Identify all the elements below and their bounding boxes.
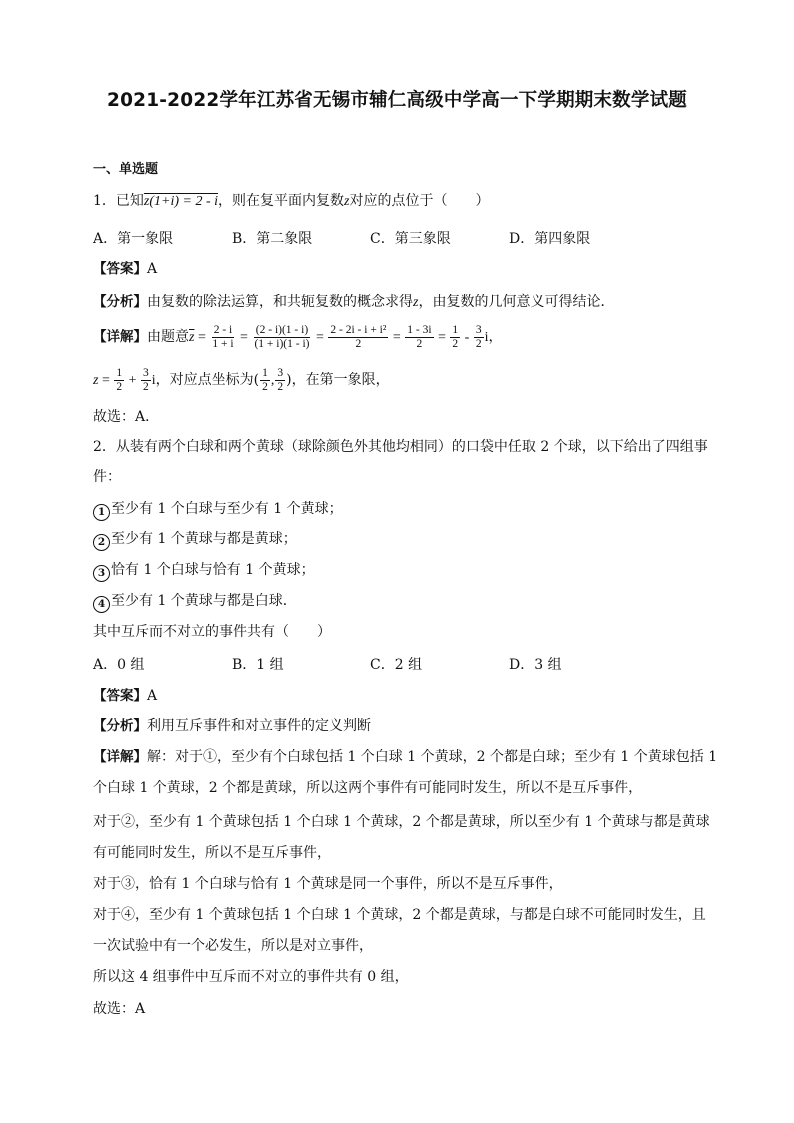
fraction: $\frac{1 - 3i}{2}$ [407,323,432,350]
q1-stem: 1．已知z(1+i) = 2 - i，则在复平面内复数z对应的点位于（ ） [93,193,490,209]
q2-option-b: B．1 组 [232,657,284,673]
q2-option-c: C．2 组 [370,657,423,673]
q2-detail-line-3: 对于②，至少有 1 个黄球包括 1 个白球 1 个黄球，2 个都是黄球，所以至少有 1 个黄球与都是黄球 [93,814,710,830]
section-heading: 一、单选题 [93,162,159,177]
q2-detail-line-1: 【详解】解：对于①，至少有个白球包括 1 个白球 1 个黄球，2 个都是白球；至少有 1 个黄球包括 1 [93,749,718,765]
q2-item-2: 2 至少有 1 个黄球与都是黄球； [93,529,297,551]
q2-conclusion: 故选：A [93,1001,146,1017]
q2-option-d: D．3 组 [509,657,562,673]
fraction: $\frac{(2 - i)(1 - i)}{(1 + i)(1 - i)}$ [254,323,310,350]
q1-answer: 【答案】A [93,261,158,277]
page-title: 2021-2022学年江苏省无锡市辅仁高级中学高一下学期期末数学试题 [107,90,687,111]
circled-number-icon: 3 [93,565,110,582]
q2-detail-line-8: 所以这 4 组事件中互斥而不对立的事件共有 0 组， [93,969,409,985]
q2-item-1: 1 至少有 1 个白球与至少有 1 个黄球； [93,499,343,521]
fraction: $\frac{2 - i}{1 + i}$ [212,323,234,350]
circled-number-icon: 2 [93,534,110,551]
q1-option-d: D．第四象限 [509,231,591,247]
fraction: $\frac{1}{2}$ [116,366,123,393]
circled-number-icon: 4 [93,596,110,613]
q2-item-4: 4 至少有 1 个黄球与都是白球． [93,591,297,613]
q2-item-3: 3 恰有 1 个白球与恰有 1 个黄球； [93,560,315,582]
q1-formula: z(1+i) = 2 - i [143,194,219,209]
q2-answer: 【答案】A [93,688,158,704]
q2-stem-line-2: 件： [93,469,121,485]
q1-option-c: C．第三象限 [370,231,451,247]
q1-conclusion: 故选：A． [93,409,160,425]
q2-detail-line-2: 个白球 1 个黄球，2 个都是黄球，所以这两个事件有可能同时发生，所以不是互斥事件， [93,780,643,796]
fraction: $\frac{3}{2}$ [143,366,149,393]
q2-detail-line-6: 对于④，至少有 1 个黄球包括 1 个白球 1 个黄球，2 个都是黄球，与都是白球不可能同时发生，且 [93,907,706,923]
q2-detail-line-5: 对于③，恰有 1 个白球与恰有 1 个黄球是同一个事件，所以不是互斥事件， [93,876,563,892]
q2-detail-line-7: 一次试验中有一个必发生，所以是对立事件， [93,938,373,954]
q2-question: 其中互斥而不对立的事件共有（ ） [93,624,331,640]
fraction: $\frac{\text{2 - 2i - i + i²}}{2}$ [330,323,387,350]
q1-option-a: A．第一象限 [93,231,174,247]
q1-option-b: B．第二象限 [232,231,313,247]
q2-option-a: A．0 组 [93,657,145,673]
q2-analysis: 【分析】利用互斥事件和对立事件的定义判断 [93,718,371,734]
q2-stem-line-1: 2．从装有两个白球和两个黄球（球除颜色外其他均相同）的口袋中任取 2 个球，以下给出了四组事 [93,439,708,455]
q1-detail-line-1: 【详解】由题意$\overline{z}$ = $\frac{2 - i}{1 + i}$ = $\frac{(2 - i)(1 - i)}{(1 + i)(1 - i)}$ = $\frac{\text{2 - 2i - i + i²}}{2}$ = $\frac{1 - 3i}{2}$ = $\frac{1}{2}$ - $\frac{3}{2}$ i， [93,323,503,350]
fraction: $\frac{1}{2}$ [262,366,268,393]
fraction: $\frac{3}{2}$ [277,366,284,393]
q2-detail-line-4: 有可能同时发生，所以不是互斥事件， [93,845,331,861]
fraction: $\frac{3}{2}$ [475,323,482,350]
q1-detail-line-2: z = $\frac{1}{2}$ + $\frac{3}{2}$ i，对应点坐标为( $\frac{1}{2}$ , $\frac{3}{2}$ )，在第一象限， [93,366,390,393]
fraction: $\frac{1}{2}$ [452,323,459,350]
circled-number-icon: 1 [93,504,110,521]
q1-analysis: 【分析】由复数的除法运算，和共轭复数的概念求得z，由复数的几何意义可得结论． [93,294,615,310]
